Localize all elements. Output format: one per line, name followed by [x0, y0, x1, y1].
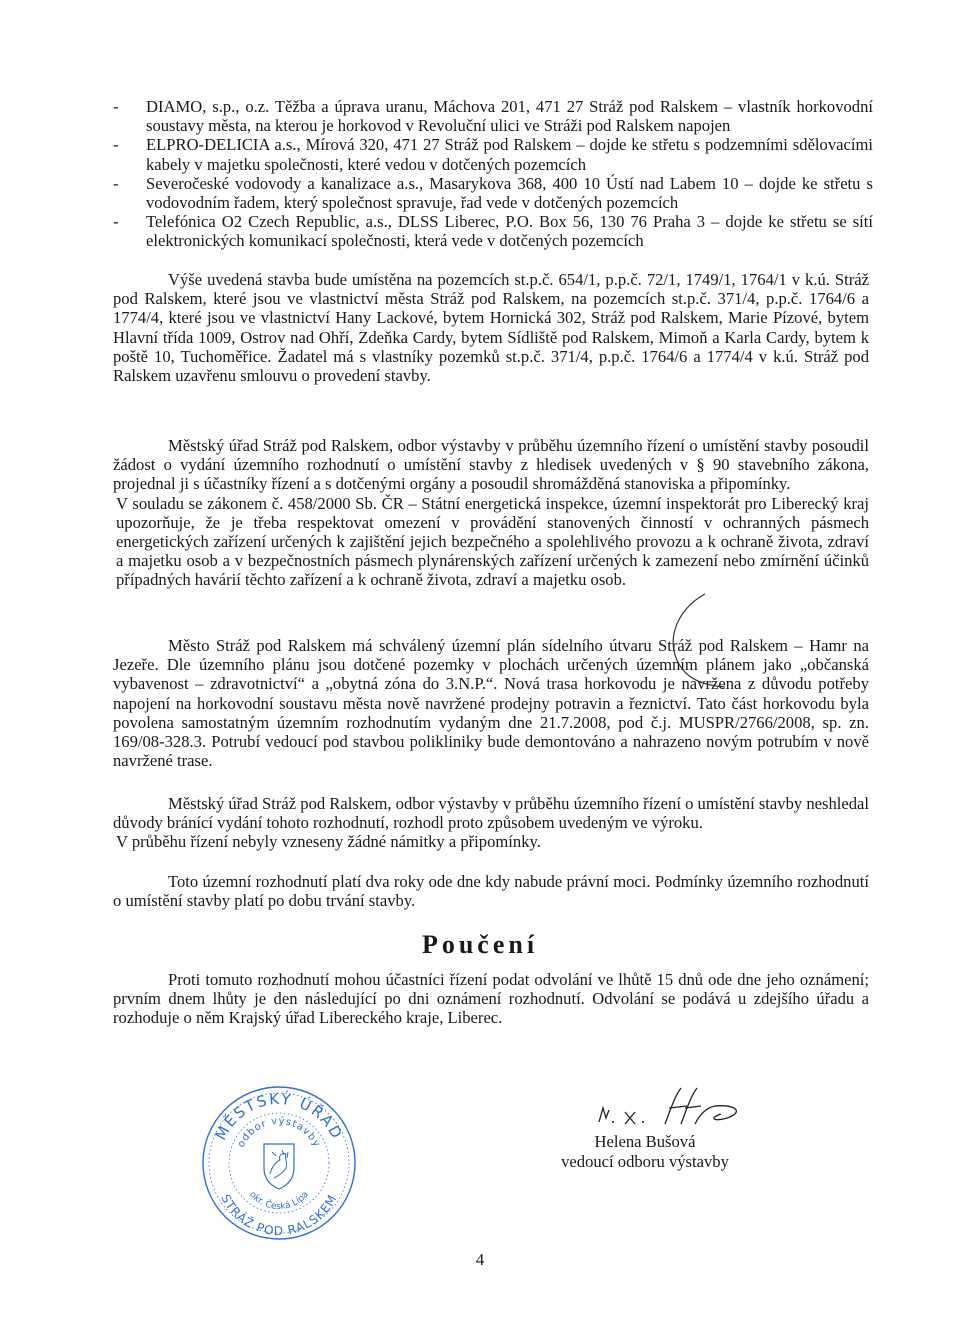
svg-text:okr. Česká Lípa	[247, 1190, 311, 1212]
list-item-text: ELPRO-DELICIA a.s., Mírová 320, 471 27 Stráž pod Ralskem – dojde ke střetu s podzemními sdělovacími kabely v majetku společnosti, které vedou v dotčených pozemcích	[146, 135, 873, 174]
page-number: 4	[475, 1250, 485, 1269]
paragraph-text: Výše uvedená stavba bude umístěna na pozemcích st.p.č. 654/1, p.p.č. 72/1, 1749/1, 1764/1 v k.ú. Stráž pod Ralskem, které jsou ve vlastnictví města Stráž pod Ralskem, na pozemcích st.p.č. 371/4, p.p.č. 1764/6 a 1774/4, které jsou ve vlastnictví Hany Lackové, bytem Hornická 302, Stráž pod Ralskem, Marie Pízové, bytem Hlavní třída 1009, Ostrov nad Ohří, Zdeňka Cardy, bytem Sídliště pod Ralskem, Mimoň a Karla Cardy, bytem k poště 10, Tuchoměřice. Žadatel má s vlastníky pozemků st.p.č. 371/4, p.p.č. 1764/6 a 1774/4 v k.ú. Stráž pod Ralskem uzavřenu smlouvu o provedení stavby.	[113, 270, 869, 386]
paragraph-decision	[113, 794, 869, 852]
pen-stroke-mark	[665, 590, 755, 690]
paragraph-validity	[113, 872, 869, 910]
bullet-dash: -	[113, 97, 119, 116]
paragraph-instruction	[113, 970, 869, 1028]
stamp-top-text: MĚSTSKÝ ÚŘAD	[211, 1089, 347, 1144]
list-item	[113, 135, 873, 173]
bullet-dash: -	[113, 135, 119, 155]
signatory-block	[530, 1132, 760, 1172]
paragraph-text: Městský úřad Stráž pod Ralskem, odbor výstavby v průběhu územního řízení o umístění stavby posoudil žádost o vydání územního rozhodnutí o umístění stavby z hledisek uvedených v § 90 stavebního zákona, projednal ji s účastníky řízení a s dotčenými orgány a posoudil shromážděná stanoviska a připomínky.	[113, 436, 869, 494]
signatory-role: vedoucí odboru výstavby	[561, 1152, 729, 1171]
section-heading: Poučení	[421, 930, 539, 959]
bullet-dash: -	[113, 212, 119, 232]
bullet-dash: -	[113, 173, 119, 193]
signatory-name: Helena Bušová	[594, 1132, 696, 1151]
paragraph-assessment	[113, 436, 869, 590]
paragraph-text: Městský úřad Stráž pod Ralskem, odbor výstavby v průběhu územního řízení o umístění stavby neshledal důvody bránící vydání tohoto rozhodnutí, rozhodl proto způsobem uvedeným ve výroku.	[113, 794, 869, 833]
stamp-bottom-text: STRÁŽ POD RALSKEM	[218, 1191, 340, 1239]
affected-parties-list	[113, 97, 873, 251]
list-item-text: Telefónica O2 Czech Republic, a.s., DLSS Liberec, P.O. Box 56, 130 76 Praha 3 – dojde ke střetu se sítí elektronických komunikací společnosti, která vede v dotčených pozemcích	[146, 212, 873, 251]
list-item-text: DIAMO, s.p., o.z. Těžba a úprava uranu, Máchova 201, 471 27 Stráž pod Ralskem – vlastník horkovodní soustavy města, na kterou je horkovod v Revoluční ulici ve Stráži pod Ralskem napojen	[146, 97, 873, 136]
paragraph-zoning	[113, 636, 869, 770]
list-item	[113, 174, 873, 212]
paragraph-text: Město Stráž pod Ralskem má schválený územní plán sídelního útvaru Stráž pod Ralskem – Hamr na Jezeře. Dle územního plánu jsou dotčené pozemky v plochách určených územním plánem jako „občanská vybavenost – zdravotnictví“ a „obytná zóna do 3.N.P.“. Nová trasa horkovodu je navržena z důvodu potřeby napojení na horkovodní soustavu města nově navržené prodejny potravin a řeznictví. Tato část horkovodu byla povolena samostatným územním rozhodnutím vydaným dne 21.7.2008, pod č.j. MUSPR/2766/2008, sp. zn. 169/08-328.3. Potrubí vedoucí pod stavbou polikliniky bude demontováno a nahrazeno novým potrubím v nově navržené trase.	[113, 636, 869, 771]
coat-of-arms-icon	[264, 1144, 294, 1189]
stamp-lower-inner-text: okr. Česká Lípa	[247, 1189, 311, 1213]
paragraph-text: Proti tomuto rozhodnutí mohou účastníci řízení podat odvolání ve lhůtě 15 dnů ode dne jeho oznámení; prvním dnem lhůty je den následující po dni oznámení rozhodnutí. Odvolání se podává u zdejšího úřadu a rozhoduje o něm Krajský úřad Libereckého kraje, Liberec.	[113, 970, 869, 1028]
paragraph-text: V průběhu řízení nebyly vzneseny žádné námitky a připomínky.	[116, 832, 541, 852]
paragraph-text: Toto územní rozhodnutí platí dva roky ode dne kdy nabude právní moci. Podmínky územního rozhodnutí o umístění stavby platí po dobu trvání stavby.	[113, 872, 869, 911]
svg-text:MĚSTSKÝ ÚŘAD	[211, 1089, 346, 1143]
office-stamp	[198, 1082, 360, 1244]
paragraph-placement	[113, 270, 869, 385]
svg-text:STRÁŽ POD RALSKEM	[218, 1189, 340, 1239]
stamp-inner-text: odbor výstavby	[235, 1115, 323, 1150]
list-item	[113, 97, 873, 135]
paragraph-text: V souladu se zákonem č. 458/2000 Sb. ČR – Státní energetická inspekce, územní inspektorát pro Liberecký kraj upozorňuje, že je třeba respektovat omezení v provádění stanovených činností v ochranných pásmech energetických zařízení určených k zajištění jejich bezpečného a spolehlivého provozu a k ochraně života, zdraví a majetku osob a v bezpečnostních pásmech plynárenských zařízení určených k zamezení nebo zmírnění účinků případných havárií těchto zařízení a k ochraně života, zdraví a majetku osob.	[116, 493, 869, 590]
handwritten-signature	[595, 1078, 775, 1138]
list-item	[113, 212, 873, 250]
list-item-text: Severočeské vodovody a kanalizace a.s., Masarykova 368, 400 10 Ústí nad Labem 10 – dojde ke střetu s vodovodním řadem, který společnost spravuje, řad vede v dotčených pozemcích	[146, 173, 873, 213]
